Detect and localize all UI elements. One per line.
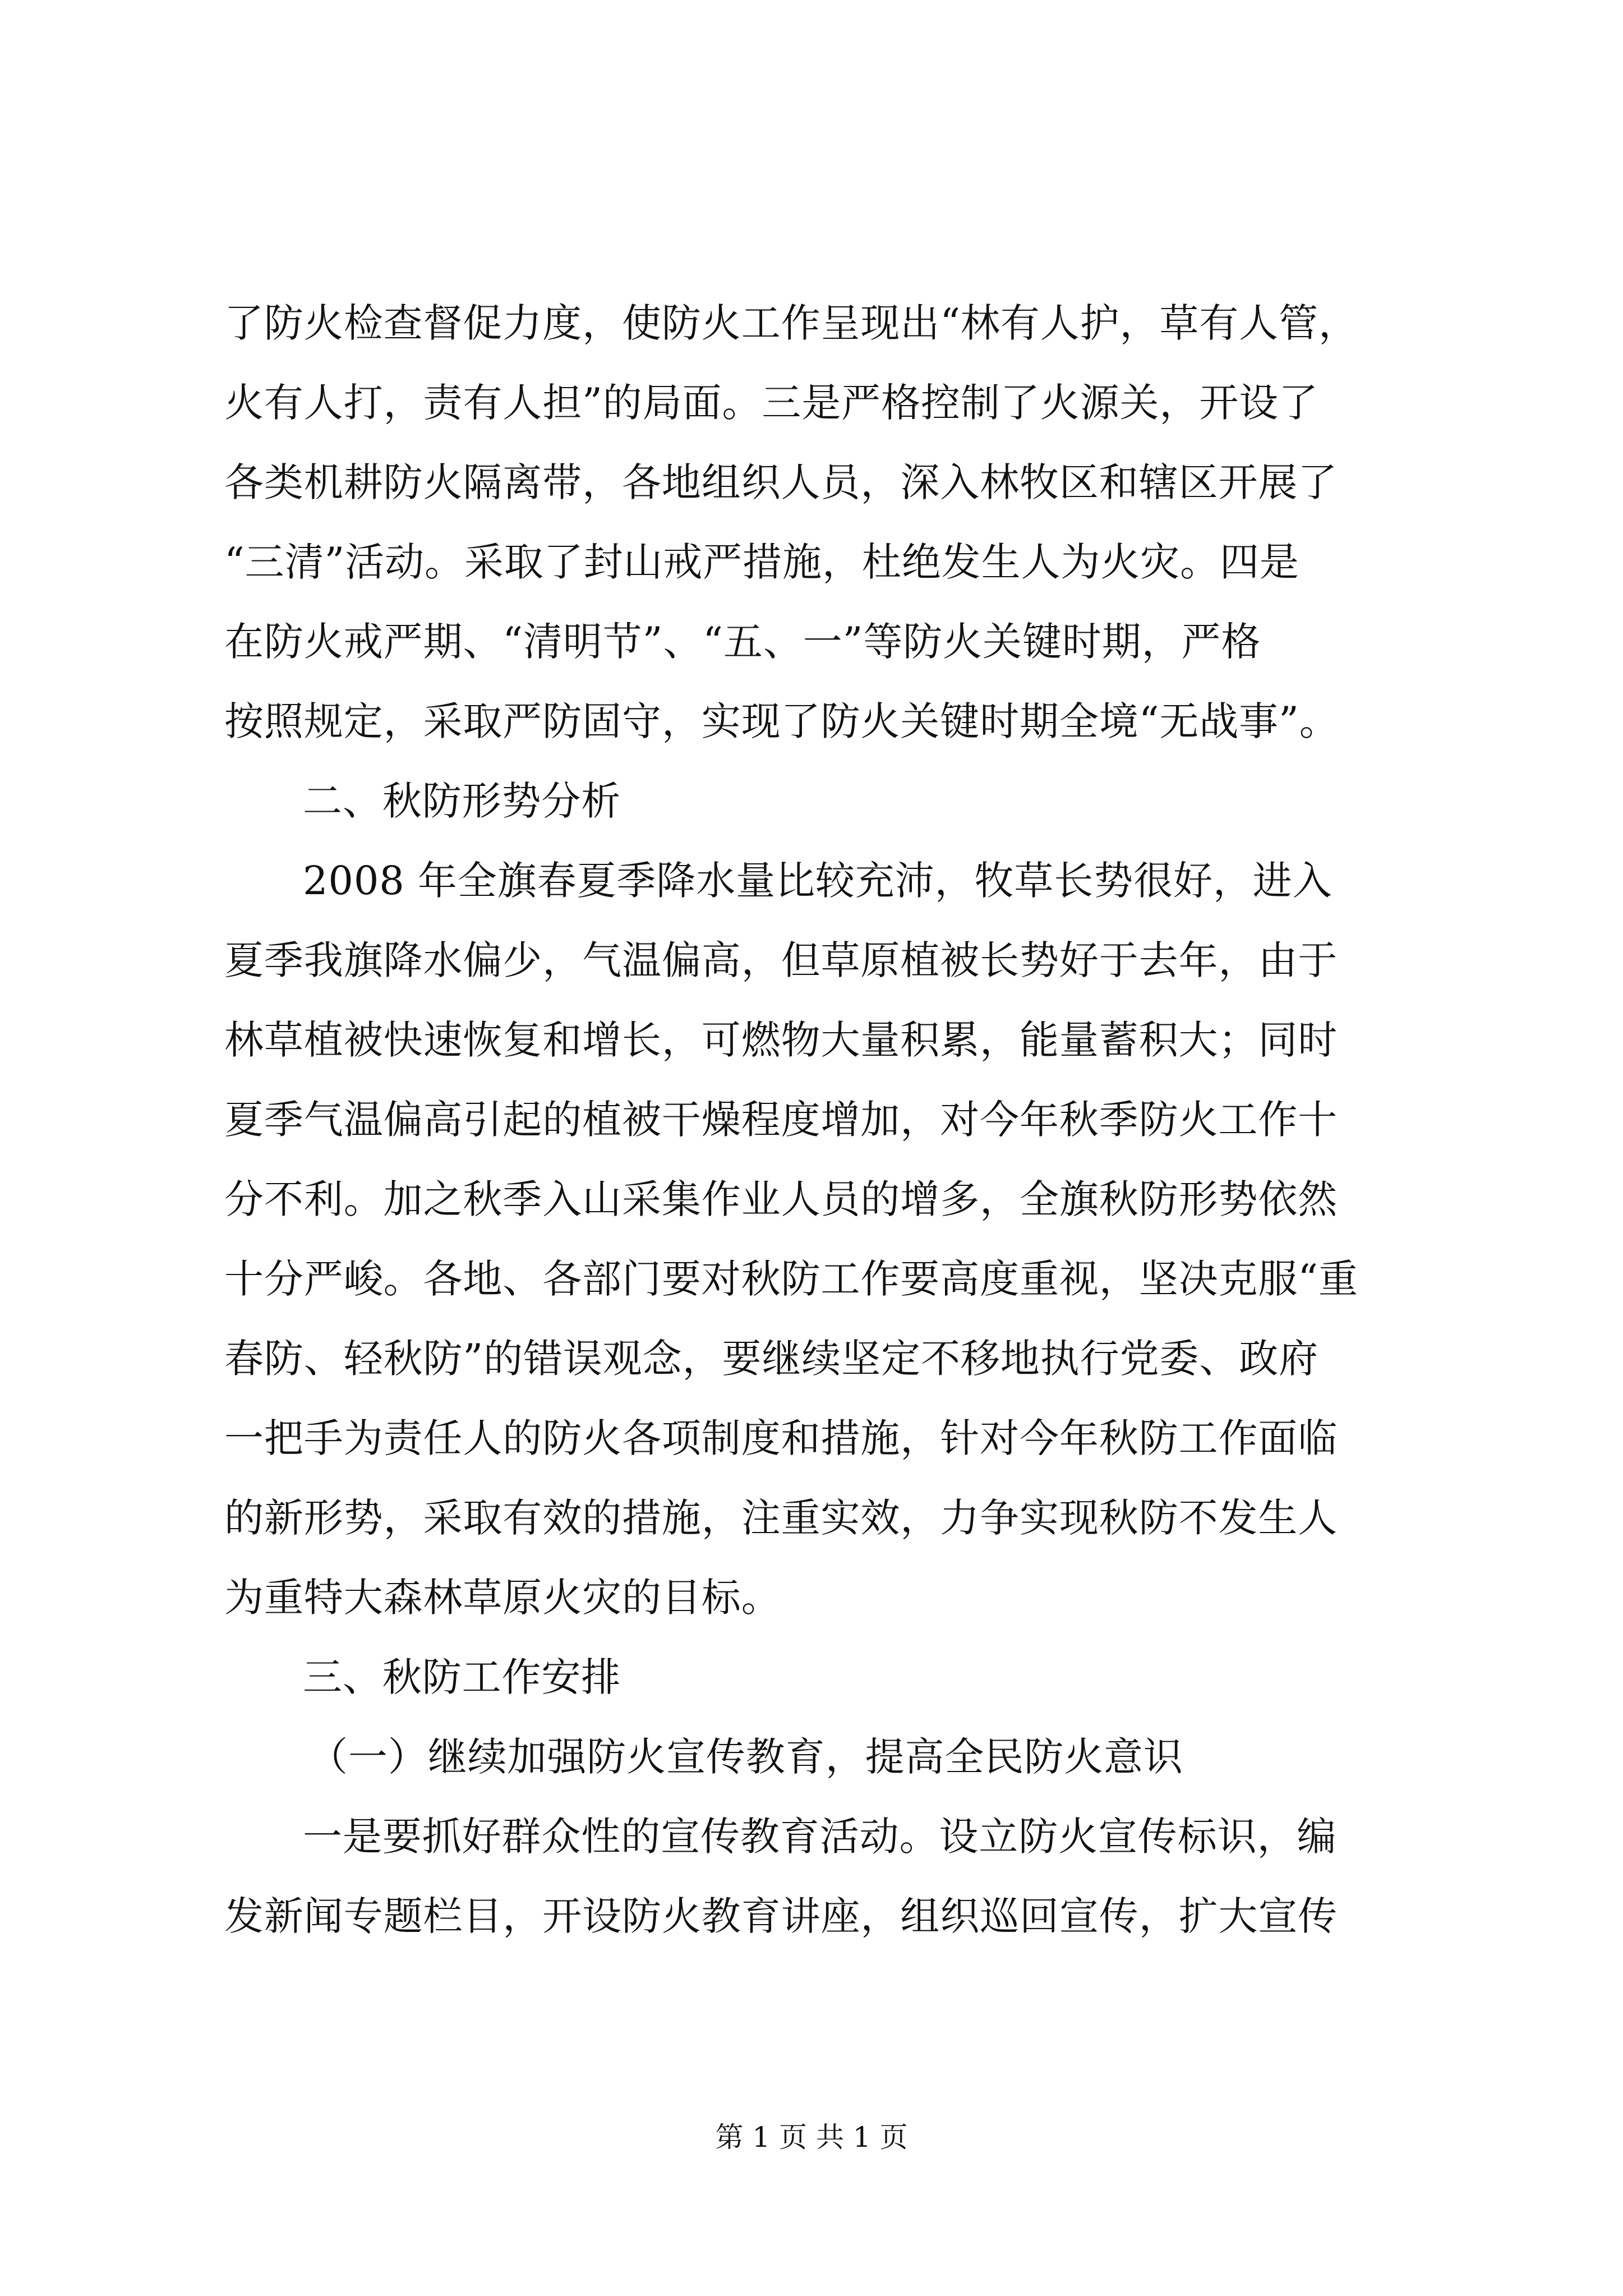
section-heading: 二、秋防形势分析 — [303, 778, 621, 824]
text-line: 林草植被快速恢复和增长，可燃物大量积累，能量蓄积大；同时 — [224, 1017, 1338, 1063]
text-line: 的新形势，采取有效的措施，注重实效，力争实现秋防不发生人 — [224, 1495, 1338, 1541]
text-line: 夏季气温偏高引起的植被干燥程度增加，对今年秋季防火工作十 — [224, 1097, 1338, 1143]
text-line: 分不利。加之秋季入山采集作业人员的增多，全旗秋防形势依然 — [224, 1176, 1338, 1222]
page-number-footer: 第 1 页 共 1 页 — [715, 2121, 908, 2154]
subsection-heading: （一）继续加强防火宣传教育，提高全民防火意识 — [308, 1734, 1183, 1780]
text-line: 为重特大森林草原火灾的目标。 — [224, 1575, 781, 1621]
text-line: “三清”活动。采取了封山戒严措施，杜绝发生人为火灾。四是 — [224, 539, 1299, 585]
document-body — [224, 283, 1424, 1956]
text-line: 夏季我旗降水偏少，气温偏高，但草原植被长势好于去年，由于 — [224, 937, 1338, 983]
text-line: 各类机耕防火隔离带，各地组织人员，深入林牧区和辖区开展了 — [224, 459, 1338, 505]
text-line: 按照规定，采取严防固守，实现了防火关键时期全境“无战事”。 — [224, 698, 1339, 744]
text-line: 在防火戒严期、“清明节”、“五、一”等防火关键时期，严格 — [224, 619, 1261, 665]
text-line: 一是要抓好群众性的宣传教育活动。设立防火宣传标识，编 — [303, 1814, 1337, 1860]
text-line: 2008 年全旗春夏季降水量比较充沛，牧草长势很好，进入 — [303, 858, 1332, 904]
text-line: 春防、轻秋防”的错误观念，要继续坚定不移地执行党委、政府 — [224, 1336, 1318, 1382]
text-line: 火有人打，责有人担”的局面。三是严格控制了火源关，开设了 — [224, 380, 1318, 426]
text-line: 发新闻专题栏目，开设防火教育讲座，组织巡回宣传，扩大宣传 — [224, 1893, 1338, 1939]
section-heading: 三、秋防工作安排 — [303, 1654, 621, 1700]
text-line: 十分严峻。各地、各部门要对秋防工作要高度重视，坚决克服“重 — [224, 1256, 1358, 1302]
text-line: 一把手为责任人的防火各项制度和措施，针对今年秋防工作面临 — [224, 1415, 1338, 1461]
text-line: 了防火检查督促力度，使防火工作呈现出“林有人护，草有人管， — [224, 300, 1358, 346]
